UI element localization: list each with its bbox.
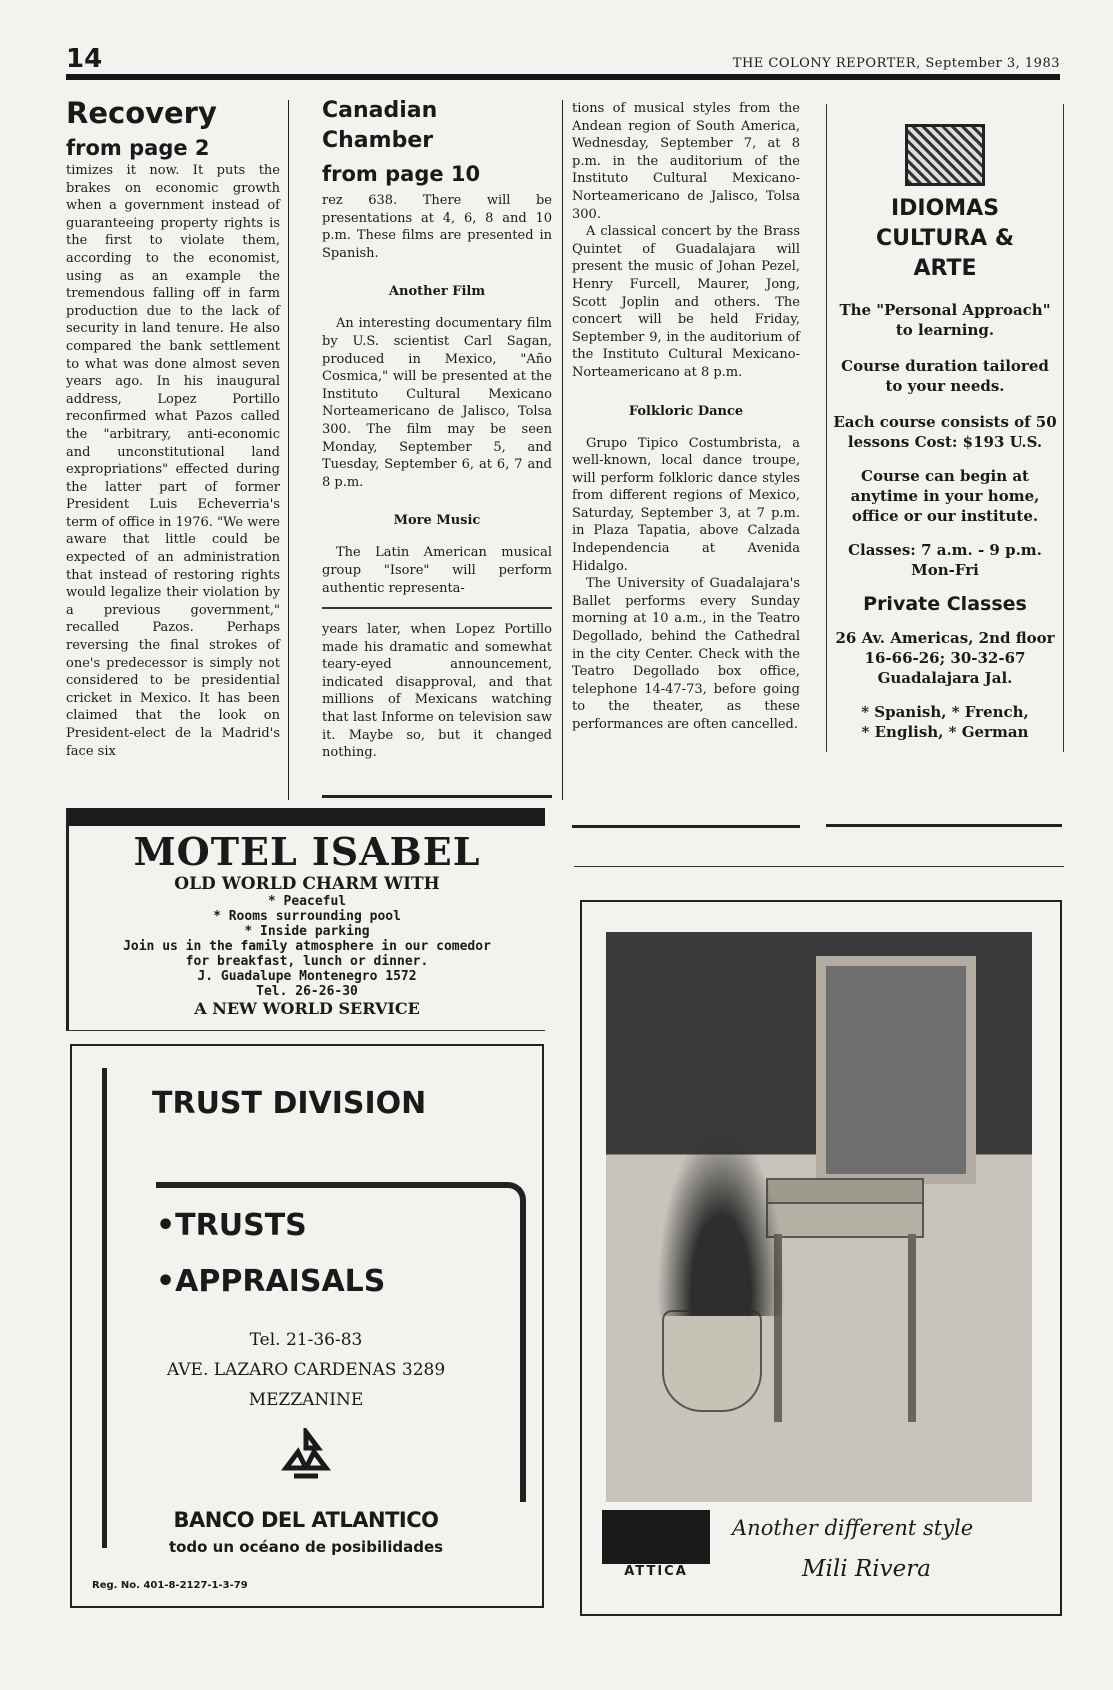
idiomas-lessons: Each course consists of 50 lessons Cost: $193 U.S. <box>833 413 1057 451</box>
attica-signature: Mili Rivera <box>802 1556 931 1582</box>
idiomas-title-2: CULTURA & <box>875 226 1015 251</box>
idiomas-classes: Classes: 7 a.m. - 9 p.m. Mon-Fri <box>848 541 1042 579</box>
motel-ad <box>66 808 545 1031</box>
subhead-more-music: More Music <box>393 513 481 529</box>
bank-reg: Reg. No. 401-8-2127-1-3-79 <box>92 1580 248 1591</box>
subhead-another-film: Another Film <box>388 284 486 300</box>
idiomas-bottom-rule <box>826 824 1062 827</box>
subhead-canadian: from page 10 <box>322 162 481 186</box>
article-recovery <box>66 96 280 760</box>
idiomas-title-1: IDIOMAS <box>890 196 1000 221</box>
bank-inner-box <box>156 1182 526 1502</box>
para-concert: A classical concert by the Brass Quintet of Guadalajara will present the music of Johan Pezel, Henry Furcell, Maurer, Jong, Scott Joplin and others. The concert will be held Friday, September 9, in the auditorium of the Instituto Cultural Mexicano-Norteamericano at 8 p.m. <box>572 224 800 380</box>
bank-address: AVE. LAZARO CARDENAS 3289 <box>166 1360 446 1380</box>
motel-item-1: * Peaceful <box>267 894 347 909</box>
motel-tagline: OLD WORLD CHARM WITH <box>174 874 440 894</box>
idiomas-begin: Course can begin at anytime in your home, office or our institute. <box>850 467 1040 525</box>
idiomas-ad <box>826 104 1064 752</box>
aztec-logo <box>905 124 985 186</box>
top-rule <box>66 74 1060 80</box>
bank-name: BANCO DEL ATLANTICO <box>173 1508 439 1532</box>
motel-slogan: A NEW WORLD SERVICE <box>194 999 420 1018</box>
subhead-recovery: from page 2 <box>66 136 210 160</box>
column-rule-2 <box>322 795 552 798</box>
body-recovery: timizes it now. It puts the brakes on economic growth when a government instead of guaranteeing property rights is the first to violate them, according to the economist, using as an example the tremendous falling off in farm production due to the lack of security in land tenure. He also compared the bank settlement to what was done almost seven years ago. In his inaugural address, Lopez Portillo reconfirmed what Pazos called the "arbitrary, anti-economic and unconstitutional land expropriations" effected during the latter part of former President Luis Echeverria's term of office in 1976. "We were aware that little could be expected of an administration that instead of restoring rights would legalize their violation by a previous government," recalled Pazos. Perhaps reversing the final strokes of one's predecessor is simply not considered to be presidential cricket in Mexico. It has been claimed that the look on President-elect de la Madrid's face six <box>66 163 280 759</box>
motel-item-2: * Rooms surrounding pool <box>213 909 401 924</box>
motel-join: Join us in the family atmosphere in our comedor <box>123 939 491 954</box>
article-canadian-chamber <box>322 96 552 762</box>
motel-address: J. Guadalupe Montenegro 1572 <box>197 969 417 984</box>
motel-meals: for breakfast, lunch or dinner. <box>185 954 429 969</box>
motel-tel: Tel. 26-26-30 <box>256 984 358 999</box>
attica-ad <box>580 900 1062 1616</box>
idiomas-title-3: ARTE <box>913 256 977 281</box>
furniture-photo <box>606 932 1032 1502</box>
idiomas-address: 26 Av. Americas, 2nd floor <box>835 629 1055 647</box>
motel-top-bar <box>69 808 545 826</box>
motel-item-3: * Inside parking <box>244 924 370 939</box>
motel-name: MOTEL ISABEL <box>133 829 481 874</box>
attica-ad-top-rule <box>574 866 1064 867</box>
para-ballet: The University of Guadalajara's Ballet performs every Sunday morning at 10 a.m., in the Teatro Degollado, behind the Cathedral in the city Center. Check with the Teatro Degollado box office, telephone 14-47-73, before going to the theater, as these performances are often cancelled. <box>572 576 800 732</box>
bank-logo-icon <box>276 1428 336 1484</box>
para-film: An interesting documentary film by U.S. scientist Carl Sagan, produced in Mexico, "Año Cosmica," will be presented at the Instituto Cultural Mexicano Norteamericano de Jalisco, Tolsa 300. The film may be seen Monday, September 5, and Tuesday, September 6, at 6, 7 and 8 p.m. <box>322 316 552 490</box>
attica-tagline: Another different style <box>732 1516 974 1540</box>
headline-canadian: Canadian Chamber <box>322 98 438 153</box>
bullet-appraisals: •APPRAISALS <box>156 1264 386 1299</box>
idiomas-private: Private Classes <box>863 593 1027 615</box>
divider <box>322 607 552 609</box>
idiomas-langs-2: * English, * German <box>861 723 1029 741</box>
headline-recovery: Recovery <box>66 96 217 130</box>
subhead-folkloric: Folkloric Dance <box>628 403 744 419</box>
column-rule-4 <box>572 825 800 828</box>
idiomas-phones: 16-66-26; 30-32-67 <box>864 649 1026 667</box>
attica-logo <box>602 1510 710 1564</box>
mirror <box>816 956 976 1184</box>
bullet-trusts: •TRUSTS <box>156 1208 307 1243</box>
column-rule-1 <box>288 100 289 800</box>
page-number: 14 <box>66 44 103 74</box>
para-music: The Latin American musical group "Isore" will perform authentic representa- <box>322 545 552 596</box>
idiomas-city: Guadalajara Jal. <box>877 669 1013 687</box>
para-andean: tions of musical styles from the Andean region of South America, Wednesday, September 7, at 8 p.m. in the auditorium of the Instituto Cultural Mexicano-Norteamericano de Jalisco, Tolsa 300. <box>572 101 800 222</box>
masthead: THE COLONY REPORTER, September 3, 1983 <box>732 56 1060 71</box>
bank-ad <box>70 1044 544 1608</box>
column-rule-3 <box>562 100 563 800</box>
plant <box>646 1096 796 1316</box>
para-dance: Grupo Tipico Costumbrista, a well-known, local dance troupe, will perform folkloric dance styles from different regions of Mexico, Saturday, September 3, at 7 p.m. in Plaza Tapatia, above Calzada Independencia at Avenida Hidalgo. <box>572 435 800 574</box>
idiomas-duration: Course duration tailored to your needs. <box>841 357 1049 395</box>
para-presentations: rez 638. There will be presentations at 4, 6, 8 and 10 p.m. These films are presented in Spanish. <box>322 193 552 261</box>
idiomas-langs-1: * Spanish, * French, <box>861 703 1029 721</box>
attica-brand: ATTICA <box>624 1564 688 1579</box>
plant-pot <box>662 1310 762 1412</box>
trust-title: TRUST DIVISION <box>152 1086 427 1121</box>
bank-tel: Tel. 21-36-83 <box>249 1330 363 1350</box>
para-continued: years later, when Lopez Portillo made his dramatic and somewhat teary-eyed announcement, indicated disapproval, and that millions of Mexicans watching that last Informe on television saw it. Maybe so, but it changed nothing. <box>322 622 552 761</box>
article-events <box>572 100 800 734</box>
bank-left-bar <box>102 1068 107 1548</box>
bank-slogan: todo un océano de posibilidades <box>168 1538 444 1556</box>
idiomas-approach: The "Personal Approach" to learning. <box>839 301 1051 339</box>
bank-floor: MEZZANINE <box>248 1390 364 1410</box>
